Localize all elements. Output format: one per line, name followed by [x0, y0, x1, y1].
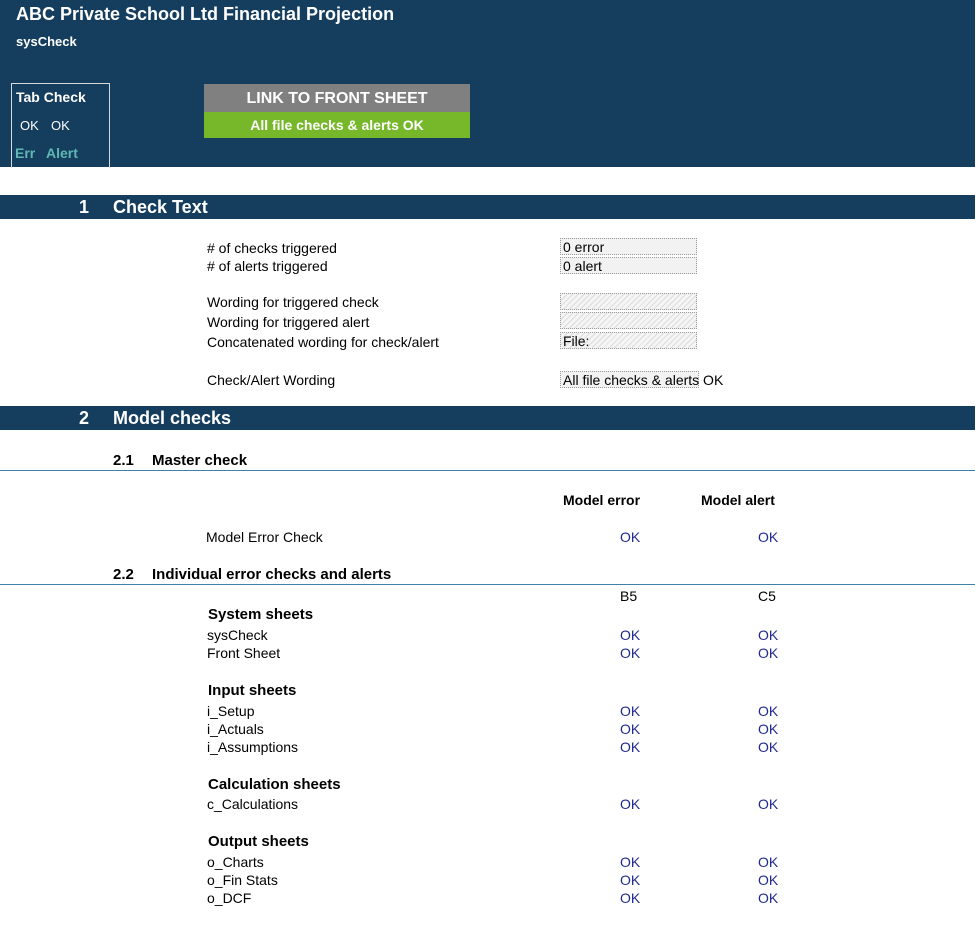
sheet-row-label: i_Assumptions — [207, 739, 299, 755]
tab-check-err-label: Err — [15, 145, 36, 161]
subsection-2-2-number: 2.2 — [113, 566, 134, 583]
group-system-sheets: System sheets — [208, 606, 314, 623]
subsection-2-1-number: 2.1 — [113, 452, 134, 469]
sheet-alert-status: OK — [758, 796, 779, 812]
model-alert-status: OK — [758, 529, 779, 545]
page-title: ABC Private School Ltd Financial Projection — [16, 4, 395, 24]
header-banner — [0, 0, 975, 167]
sheet-alert-status: OK — [758, 703, 779, 719]
sheet-row-label: o_DCF — [207, 890, 252, 906]
tab-check-error-status: OK — [20, 118, 39, 133]
subsection-2-2-title: Individual error checks and alerts — [152, 566, 392, 583]
sheet-error-status: OK — [620, 854, 641, 870]
wording-alert-value[interactable] — [560, 312, 697, 329]
section-1-title: Check Text — [113, 197, 208, 217]
group-output-sheets: Output sheets — [208, 833, 309, 850]
tab-check-title: Tab Check — [16, 89, 86, 105]
sheet-error-status: OK — [620, 645, 641, 661]
tab-check-alert-status: OK — [51, 118, 70, 133]
check-alert-wording-value[interactable]: All file checks & alerts OK — [560, 371, 699, 388]
sheet-alert-status: OK — [758, 645, 779, 661]
link-to-front-sheet-button[interactable]: LINK TO FRONT SHEET — [204, 84, 470, 112]
file-status-bar: All file checks & alerts OK — [204, 112, 470, 138]
checks-triggered-label: # of checks triggered — [207, 240, 337, 256]
sheet-error-status: OK — [620, 721, 641, 737]
check-alert-wording-label: Check/Alert Wording — [207, 372, 336, 388]
section-1-number: 1 — [79, 197, 90, 217]
tab-check-alert-label: Alert — [46, 145, 78, 161]
group-input-sheets: Input sheets — [208, 682, 297, 699]
concatenated-wording-label: Concatenated wording for check/alert — [207, 334, 439, 350]
model-error-check-label: Model Error Check — [206, 529, 323, 545]
section-2-title: Model checks — [113, 408, 232, 428]
sheet-error-status: OK — [620, 872, 641, 888]
sheet-alert-status: OK — [758, 627, 779, 643]
sheet-row-label: Front Sheet — [207, 645, 281, 661]
sheet-row-label: c_Calculations — [207, 796, 299, 812]
sheet-error-status: OK — [620, 703, 641, 719]
sheet-row-label: o_Charts — [207, 854, 264, 870]
subsection-2-1-title: Master check — [152, 452, 248, 469]
wording-alert-label: Wording for triggered alert — [207, 314, 370, 330]
wording-check-label: Wording for triggered check — [207, 294, 379, 310]
model-error-status: OK — [620, 529, 641, 545]
sheet-alert-status: OK — [758, 890, 779, 906]
sheet-row-label: i_Setup — [207, 703, 255, 719]
concatenated-wording-value[interactable]: File: — [560, 332, 697, 349]
sheet-row-label: o_Fin Stats — [207, 872, 278, 888]
group-calculation-sheets: Calculation sheets — [208, 776, 341, 793]
section-2-header — [0, 406, 975, 430]
subsection-2-2-rule — [0, 584, 975, 585]
sheet-error-status: OK — [620, 739, 641, 755]
sheet-alert-status: OK — [758, 872, 779, 888]
column-ref-error: B5 — [620, 588, 638, 604]
section-1-header — [0, 195, 975, 219]
sheet-name: sysCheck — [16, 34, 77, 49]
sheet-alert-status: OK — [758, 854, 779, 870]
subsection-2-1-rule — [0, 470, 975, 471]
section-2-number: 2 — [79, 408, 90, 428]
sheet-error-status: OK — [620, 890, 641, 906]
column-ref-alert: C5 — [758, 588, 776, 604]
model-alert-column-header: Model alert — [701, 492, 775, 508]
alerts-triggered-label: # of alerts triggered — [207, 258, 328, 274]
model-error-column-header: Model error — [563, 492, 641, 508]
sheet-alert-status: OK — [758, 739, 779, 755]
checks-triggered-value[interactable]: 0 error — [560, 238, 697, 255]
sheet-error-status: OK — [620, 627, 641, 643]
sheet-row-label: i_Actuals — [207, 721, 264, 737]
sheet-error-status: OK — [620, 796, 641, 812]
sheet-row-label: sysCheck — [207, 627, 268, 643]
sheet-alert-status: OK — [758, 721, 779, 737]
alerts-triggered-value[interactable]: 0 alert — [560, 257, 697, 274]
wording-check-value[interactable] — [560, 293, 697, 310]
